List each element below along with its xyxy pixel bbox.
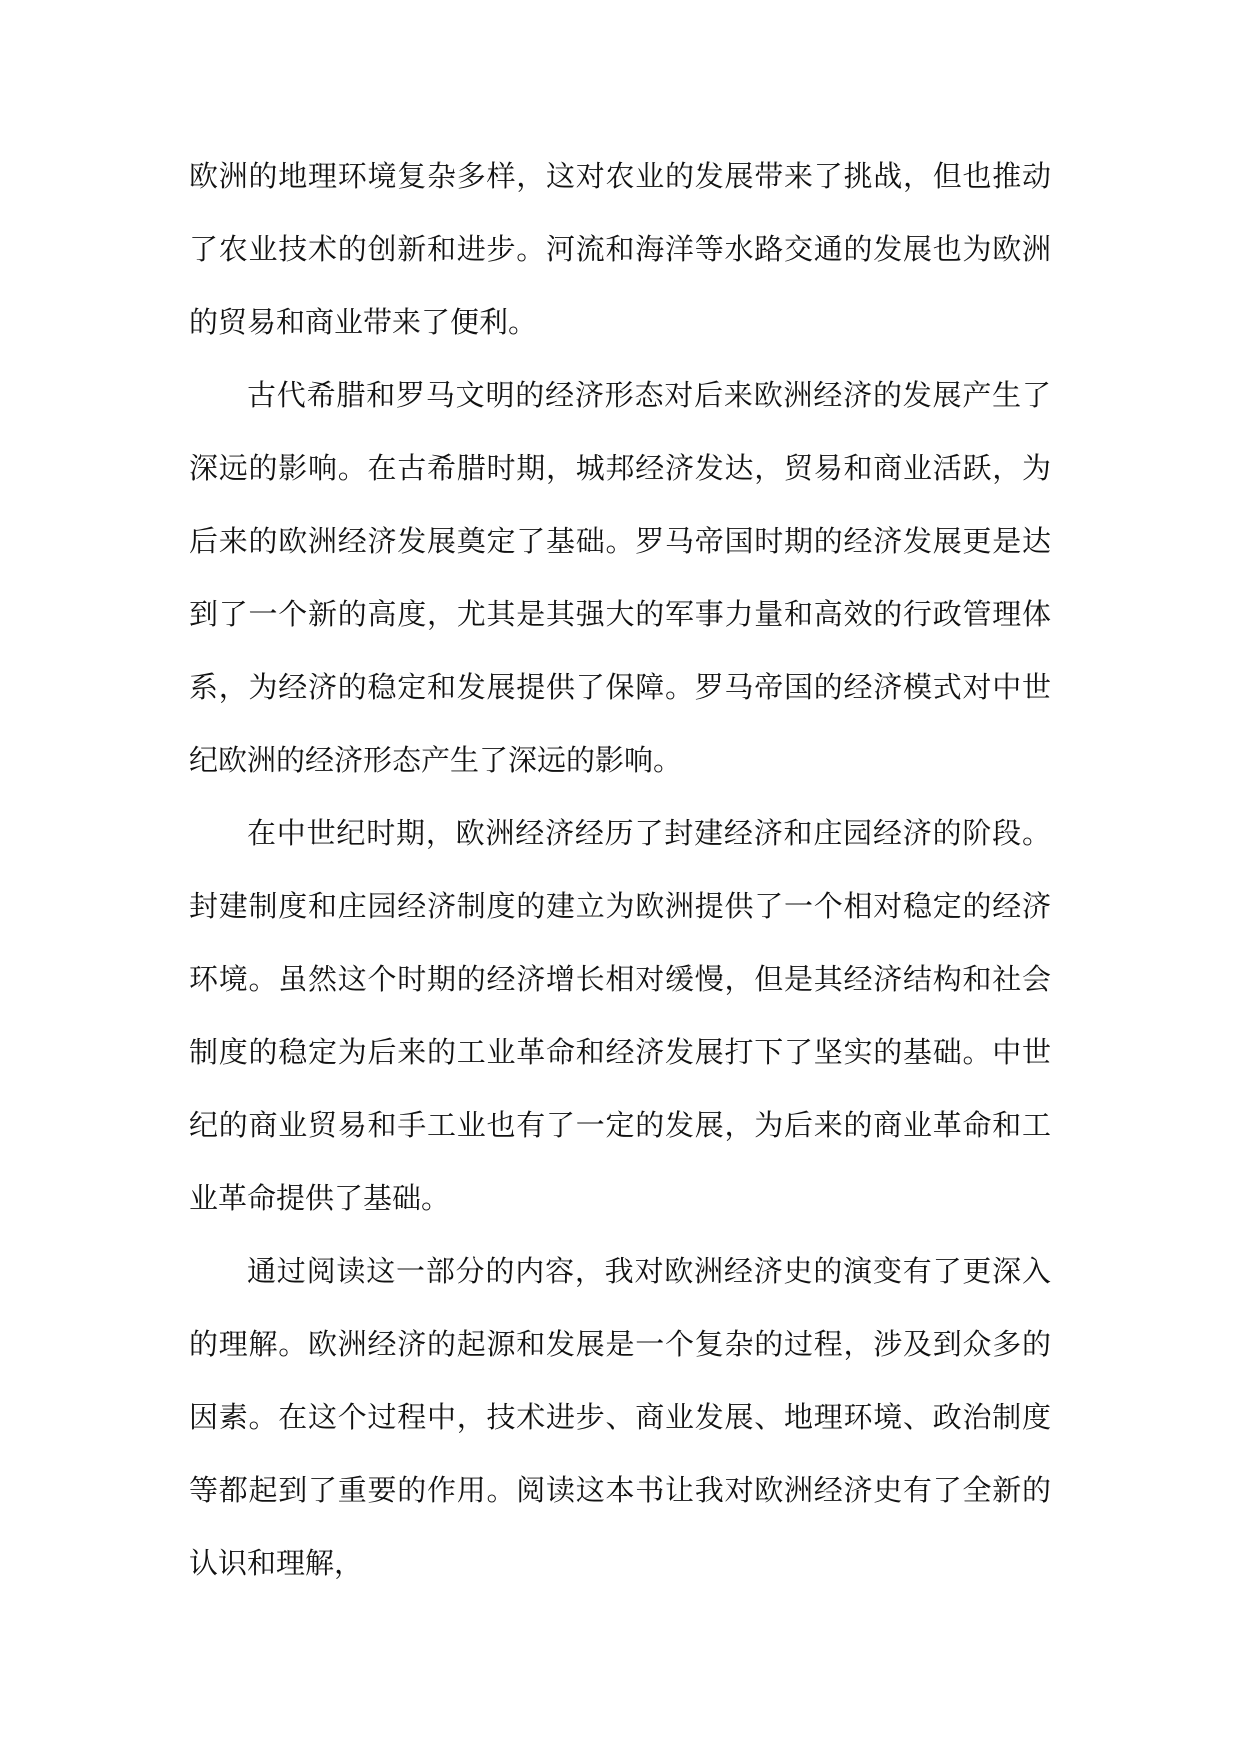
paragraph-reflection: 通过阅读这一部分的内容，我对欧洲经济史的演变有了更深入的理解。欧洲经济的起源和发展是一个复杂的过程，涉及到众多的因素。在这个过程中，技术进步、商业发展、地理环境、政治制度等都起到了重要的作用。阅读这本书让我对欧洲经济史有了全新的认识和理解， (189, 1254, 1051, 1580)
body-text (189, 140, 1051, 1600)
paragraph-middle-ages: 在中世纪时期，欧洲经济经历了封建经济和庄园经济的阶段。封建制度和庄园经济制度的建立为欧洲提供了一个相对稳定的经济环境。虽然这个时期的经济增长相对缓慢，但是其经济结构和社会制度的稳定为后来的工业革命和经济发展打下了坚实的基础。中世纪的商业贸易和手工业也有了一定的发展，为后来的商业革命和工业革命提供了基础。 (189, 816, 1051, 1215)
paragraph-greece-rome: 古代希腊和罗马文明的经济形态对后来欧洲经济的发展产生了深远的影响。在古希腊时期，城邦经济发达，贸易和商业活跃，为后来的欧洲经济发展奠定了基础。罗马帝国时期的经济发展更是达到了一个新的高度，尤其是其强大的军事力量和高效的行政管理体系，为经济的稳定和发展提供了保障。罗马帝国的经济模式对中世纪欧洲的经济形态产生了深远的影响。 (189, 378, 1051, 777)
paragraph-geography: 欧洲的地理环境复杂多样，这对农业的发展带来了挑战，但也推动了农业技术的创新和进步。河流和海洋等水路交通的发展也为欧洲的贸易和商业带来了便利。 (189, 159, 1051, 339)
